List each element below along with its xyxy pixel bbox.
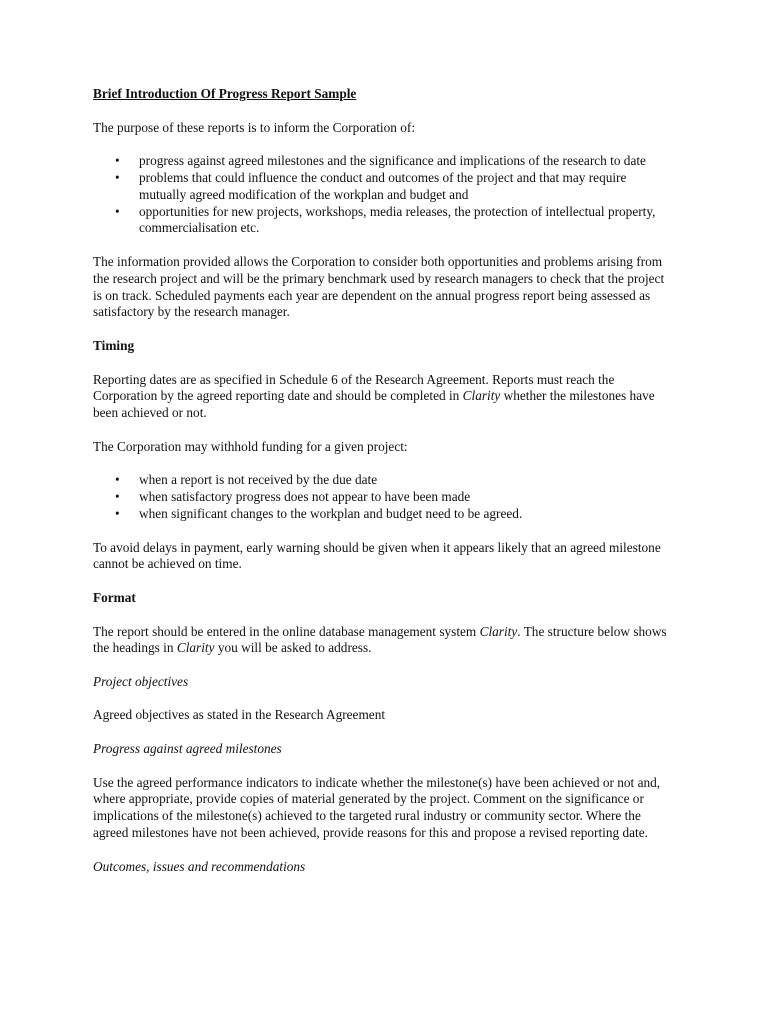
list-item: • problems that could influence the conduct and outcomes of the project and that may require mutually agreed modification of the workplan and budget and — [115, 169, 627, 202]
list-item: • opportunities for new projects, workshops, media releases, the protection of intellectual property, commercialisation etc. — [115, 203, 656, 236]
bullet-icon: • — [115, 169, 120, 185]
project-objectives-text: Agreed objectives as stated in the Research Agreement — [93, 707, 386, 723]
purpose-list — [93, 153, 673, 237]
format-paragraph: The report should be entered in the online database management system Clarity. The structure below shows the headings in Clarity you will be asked to address. — [93, 623, 667, 656]
intro-paragraph: The purpose of these reports is to inform the Corporation of: — [93, 119, 416, 135]
list-item: • progress against agreed milestones and the significance and implications of the research to date — [115, 153, 646, 169]
info-paragraph: The information provided allows the Corporation to consider both opportunities and problems arising from the research project and will be the primary benchmark used by research managers to check that the project is on track. Scheduled payments each year are dependent on the annual progress report being assessed as satisfactory by the research manager. — [93, 253, 665, 320]
format-heading: Format — [93, 589, 136, 605]
document-page — [93, 86, 673, 892]
outcomes-heading: Outcomes, issues and recommendations — [93, 858, 306, 874]
withhold-paragraph: The Corporation may withhold funding for a given project: — [93, 438, 408, 454]
withhold-list — [93, 472, 673, 522]
bullet-icon: • — [115, 505, 120, 521]
clarity-emphasis: Clarity — [176, 640, 215, 656]
progress-milestones-text: Use the agreed performance indicators to indicate whether the milestone(s) have been achieved or not and, where appropriate, provide copies of material generated by the project. Comment on the significance or implications of the milestone(s) achieved to the targeted rural industry or community sector. Where the agreed milestones have not been achieved, provide reasons for this and propose a revised reporting date. — [93, 774, 661, 841]
list-item: • when a report is not received by the due date — [115, 472, 378, 488]
clarity-emphasis: Clarity — [462, 388, 501, 404]
clarity-emphasis: Clarity — [479, 623, 518, 639]
project-objectives-heading: Project objectives — [93, 673, 189, 689]
list-item: • when satisfactory progress does not appear to have been made — [115, 489, 471, 505]
bullet-icon: • — [115, 472, 120, 488]
document-title: Brief Introduction Of Progress Report Sample — [93, 86, 357, 101]
bullet-icon: • — [115, 203, 120, 219]
timing-heading: Timing — [93, 337, 135, 353]
bullet-icon: • — [115, 153, 120, 169]
progress-milestones-heading: Progress against agreed milestones — [93, 741, 282, 757]
bullet-icon: • — [115, 489, 120, 505]
list-item: • when significant changes to the workplan and budget need to be agreed. — [115, 505, 523, 521]
timing-paragraph: Reporting dates are as specified in Schedule 6 of the Research Agreement. Reports must reach the Corporation by the agreed reporting date and should be completed in Clarity whether the milestones have been achieved or not. — [93, 371, 655, 421]
early-warning-paragraph: To avoid delays in payment, early warning should be given when it appears likely that an agreed milestone cannot be achieved on time. — [93, 539, 661, 572]
